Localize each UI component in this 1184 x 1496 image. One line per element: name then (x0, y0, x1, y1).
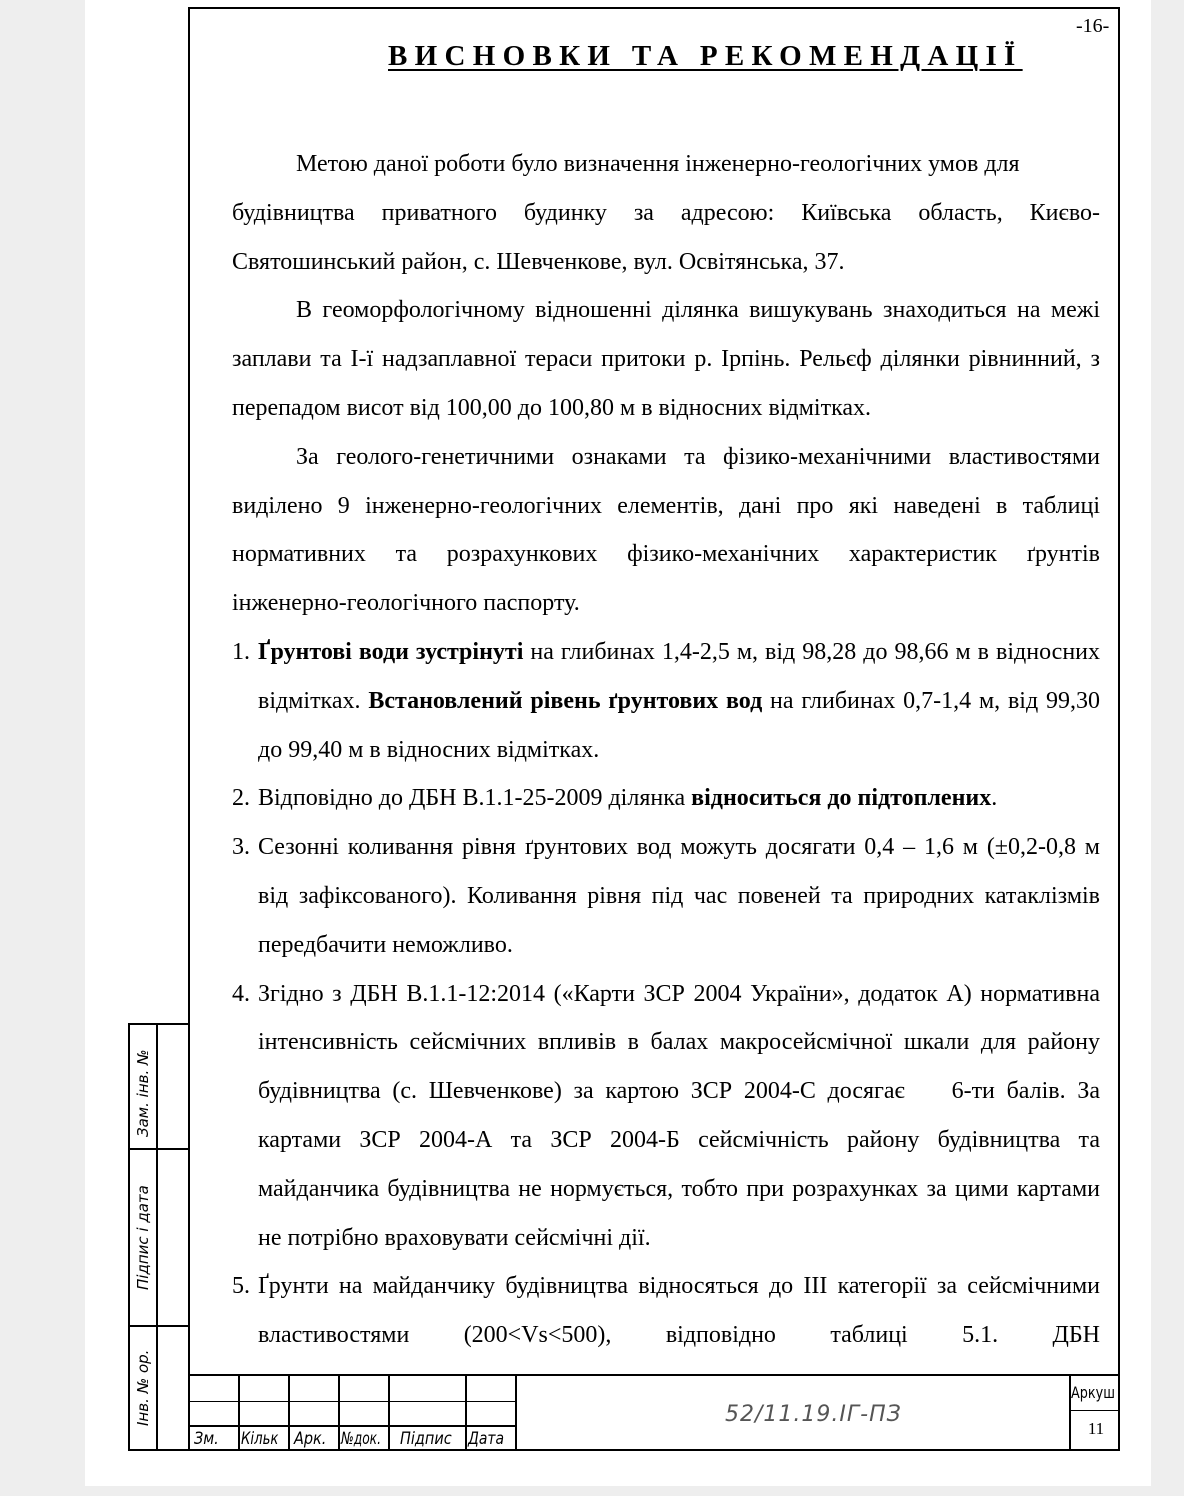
stamp-column-signature: Підпис (400, 1429, 452, 1449)
list-item-text: Згідно з ДБН В.1.1-12:2014 («Карти ЗСР 2004 України», додаток А) нормативна інтенсивність сейсмічних впливів в балах макросейсмічної шкали для району будівництва (с. Шевченкове) за картою ЗСР 2004-С досягає 6-ти балів. За картами ЗСР 2004-А та ЗСР 2004-Б сейсмічність району будівництва та майданчика будівництва не нормується, тобто при розрахунках за цими картами не потрібно враховувати сейсмічні дії. (258, 980, 1106, 1251)
stamp-rule (288, 1374, 290, 1451)
list-item-text: Ґрунти на майданчику будівництва відносяться до ІІІ категорії за сейсмічними властивостями (200<Vs<500), відповідно таблиці 5.1. ДБН (258, 1273, 1100, 1349)
side-strip-rule (128, 1449, 188, 1451)
document-code: 52/11.19.ІГ-ПЗ (725, 1402, 902, 1427)
list-item-text: на глибинах 0,7-1,4 м, від 99,30 до 99,40 м в відносних відмітках. (258, 687, 1100, 763)
stamp-rule (465, 1374, 467, 1451)
list-item-number: 5. (232, 1273, 250, 1300)
side-strip-rule (128, 1325, 188, 1327)
stamp-column-sheet: Арк. (294, 1429, 327, 1449)
paragraph-purpose-line: будівництва приватного будинку за адресою: Київська область, Києво- (232, 199, 1100, 226)
conclusions-list (232, 628, 1106, 1360)
page-number: -16- (1076, 15, 1110, 37)
stamp-rule (188, 1374, 1120, 1376)
list-item-bold: Встановлений рівень ґрунтових вод (368, 687, 763, 714)
side-strip-rule (128, 1148, 188, 1150)
list-item-bold: відноситься до підтоплених (691, 785, 992, 812)
paragraph-purpose (232, 140, 1100, 286)
stamp-rule (1069, 1410, 1120, 1411)
list-item (232, 823, 1100, 969)
side-label-replace-inv: Зам. інв. № (134, 1049, 152, 1137)
side-label-inv-original: Інв. № ор. (134, 1349, 152, 1426)
list-item-text: на глибинах 1,4-2,5 м, від 98,28 до 98,66 м в відносних відмітках. (258, 638, 1101, 714)
list-item-text: . (991, 785, 998, 812)
paragraph-engineering-elements: За геолого-генетичними ознаками та фізико-механічними властивостями виділено 9 інженерно-геологічних елементів, дані про які наведені в таблиці нормативних та розрахункових фізико-механічних характеристик ґрунтів інженерно-геологічного паспорту. (232, 443, 1100, 617)
list-item-number: 1. (232, 638, 250, 665)
stamp-column-change: Зм. (194, 1429, 219, 1449)
section-title: ВИСНОВКИ ТА РЕКОМЕНДАЦІЇ (388, 40, 1023, 72)
document-body (232, 140, 1106, 1360)
side-strip-rule (128, 1023, 130, 1451)
sheet-number: 11 (1087, 1419, 1105, 1438)
list-item-number: 2. (232, 785, 250, 812)
list-item-number: 3. (232, 834, 250, 861)
side-label-signature-date: Підпис і дата (134, 1185, 152, 1290)
list-item-text: Відповідно до ДБН В.1.1-25-2009 ділянка (258, 785, 692, 812)
stamp-column-doc-number: №док. (341, 1429, 381, 1449)
list-item-text: Сезонні коливання рівня ґрунтових вод можуть досягати 0,4 – 1,6 м (±0,2-0,8 м від зафіксованого). Коливання рівня під час повеней та природних катаклізмів передбачити неможливо. (258, 834, 1100, 958)
paragraph-purpose-line: Святошинський район, с. Шевченкове, вул. Освітянська, 37. (232, 248, 845, 275)
stamp-rule (338, 1374, 340, 1451)
list-item (232, 774, 1100, 823)
list-item-bold: Ґрунтові води зустрінуті (258, 638, 524, 665)
stamp-rule (238, 1374, 240, 1451)
list-item (232, 628, 1100, 774)
side-strip-rule (128, 1023, 188, 1025)
stamp-rule (388, 1374, 390, 1451)
list-item (232, 970, 1106, 1263)
stamp-column-quantity: Кільк (241, 1429, 279, 1449)
stamp-rule (515, 1374, 517, 1451)
list-item-number: 4. (232, 980, 250, 1007)
sheet-label: Аркуш (1071, 1383, 1115, 1402)
side-strip-rule (156, 1023, 158, 1451)
paragraph-geomorphology: В геоморфологічному відношенні ділянка вишукувань знаходиться на межі заплави та І-ї надзаплавної тераси притоки р. Ірпінь. Рельєф ділянки рівнинний, з перепадом висот від 100,00 до 100,80 м в відносних відмітках. (232, 297, 1100, 421)
stamp-column-date: Дата (468, 1429, 505, 1449)
list-item (232, 1262, 1100, 1360)
paragraph-purpose-line: Метою даної роботи було визначення інженерно-геологічних умов для (296, 151, 1020, 177)
